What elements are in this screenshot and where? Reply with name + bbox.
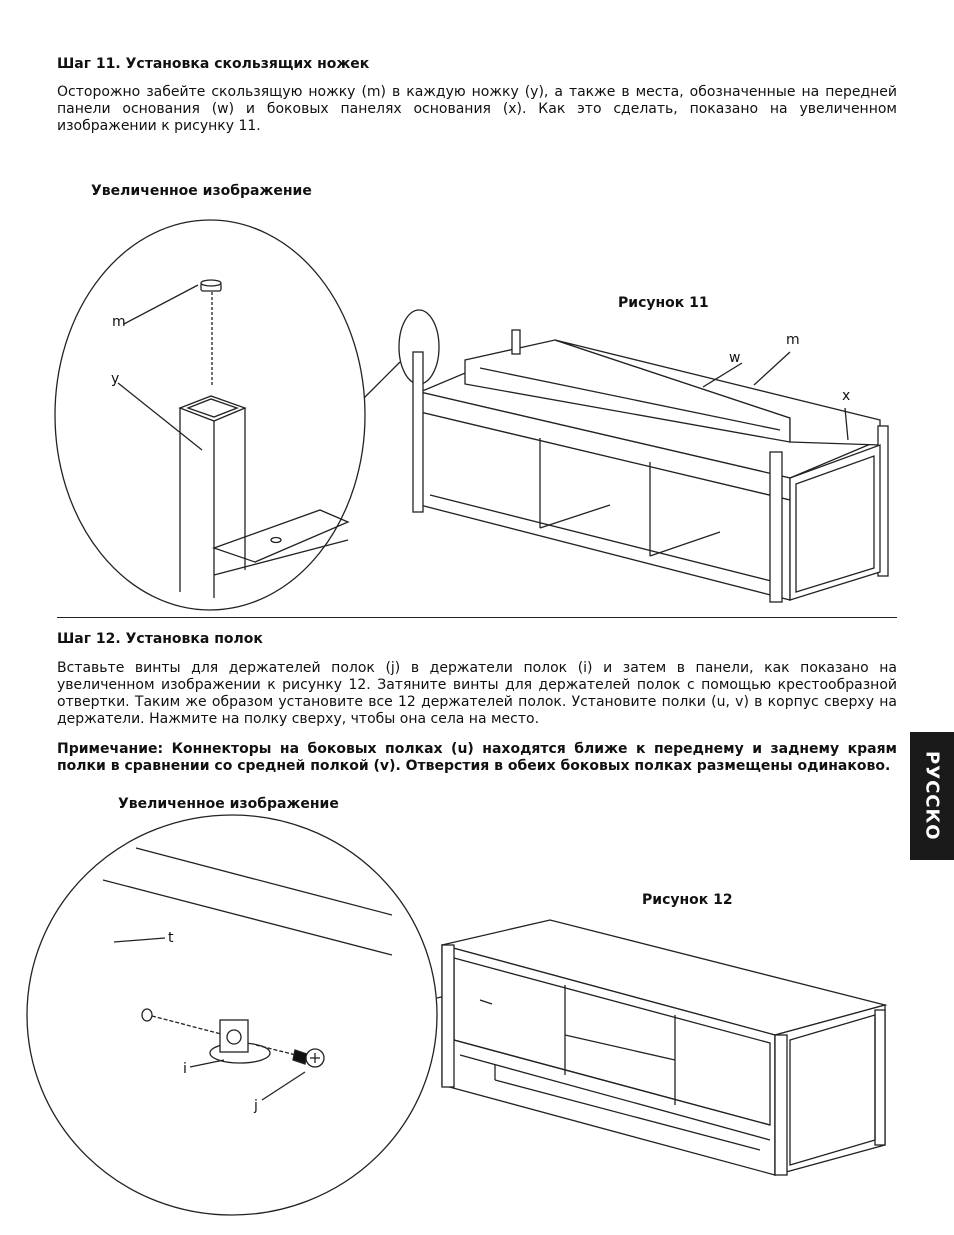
cabinet-figure12 (442, 920, 885, 1175)
step12-title: Шаг 12. Установка полок (57, 631, 263, 647)
peg-hole (142, 1009, 152, 1021)
language-side-tab-label: РУССКО (921, 751, 943, 841)
label-y: y (111, 371, 120, 387)
step12-body: Вставьте винты для держателей полок (j) в держатели полок (i) и затем в панели, как показано на увеличенном изображении к рисунку 12. Затяните винты для держателей полок с помощью крестообразной отвертки. Таким же образом установите все 12 держателей полок. Установите полки (u, v) в корпус сверху на держатели. Нажмите на полку сверху, чтобы она села на место. (57, 660, 897, 727)
step11-title: Шаг 11. Установка скользящих ножек (57, 56, 370, 72)
section-divider (57, 617, 897, 618)
label-i: i (183, 1061, 187, 1077)
label-j: j (254, 1098, 258, 1114)
label-t: t (168, 930, 174, 946)
label-w: w (729, 350, 741, 366)
step11-zoom-caption: Увеличенное изображение (91, 183, 312, 199)
shelf-support-i (210, 1020, 270, 1063)
shelf-edge-bottom (103, 880, 392, 955)
figure12-zoom-circle (27, 815, 437, 1215)
step12-zoom-caption: Увеличенное изображение (118, 796, 339, 812)
label-m-zoom: m (112, 314, 126, 330)
language-side-tab (910, 732, 954, 860)
figure11-caption: Рисунок 11 (618, 295, 709, 311)
leg-y (180, 396, 245, 598)
shelf-edge-top (136, 848, 392, 915)
label-m: m (786, 332, 800, 348)
step11-body: Осторожно забейте скользящую ножку (m) в каждую ножку (y), а также в места, обозначенные на передней панели основания (w) и боковых панелях основания (x). Как это сделать, показано на увеличенном изображении к рисунку 11. (57, 84, 897, 134)
step12-note: Примечание: Коннекторы на боковых полках (u) находятся ближе к переднему и заднему краям полки в сравнении со средней полкой (v). Отверстия в обеих боковых полках размещены одинаково. (57, 741, 897, 774)
label-x: x (842, 388, 851, 404)
figure12-caption: Рисунок 12 (642, 892, 733, 908)
glide-foot-m (201, 280, 221, 291)
cabinet-figure11 (413, 330, 888, 602)
